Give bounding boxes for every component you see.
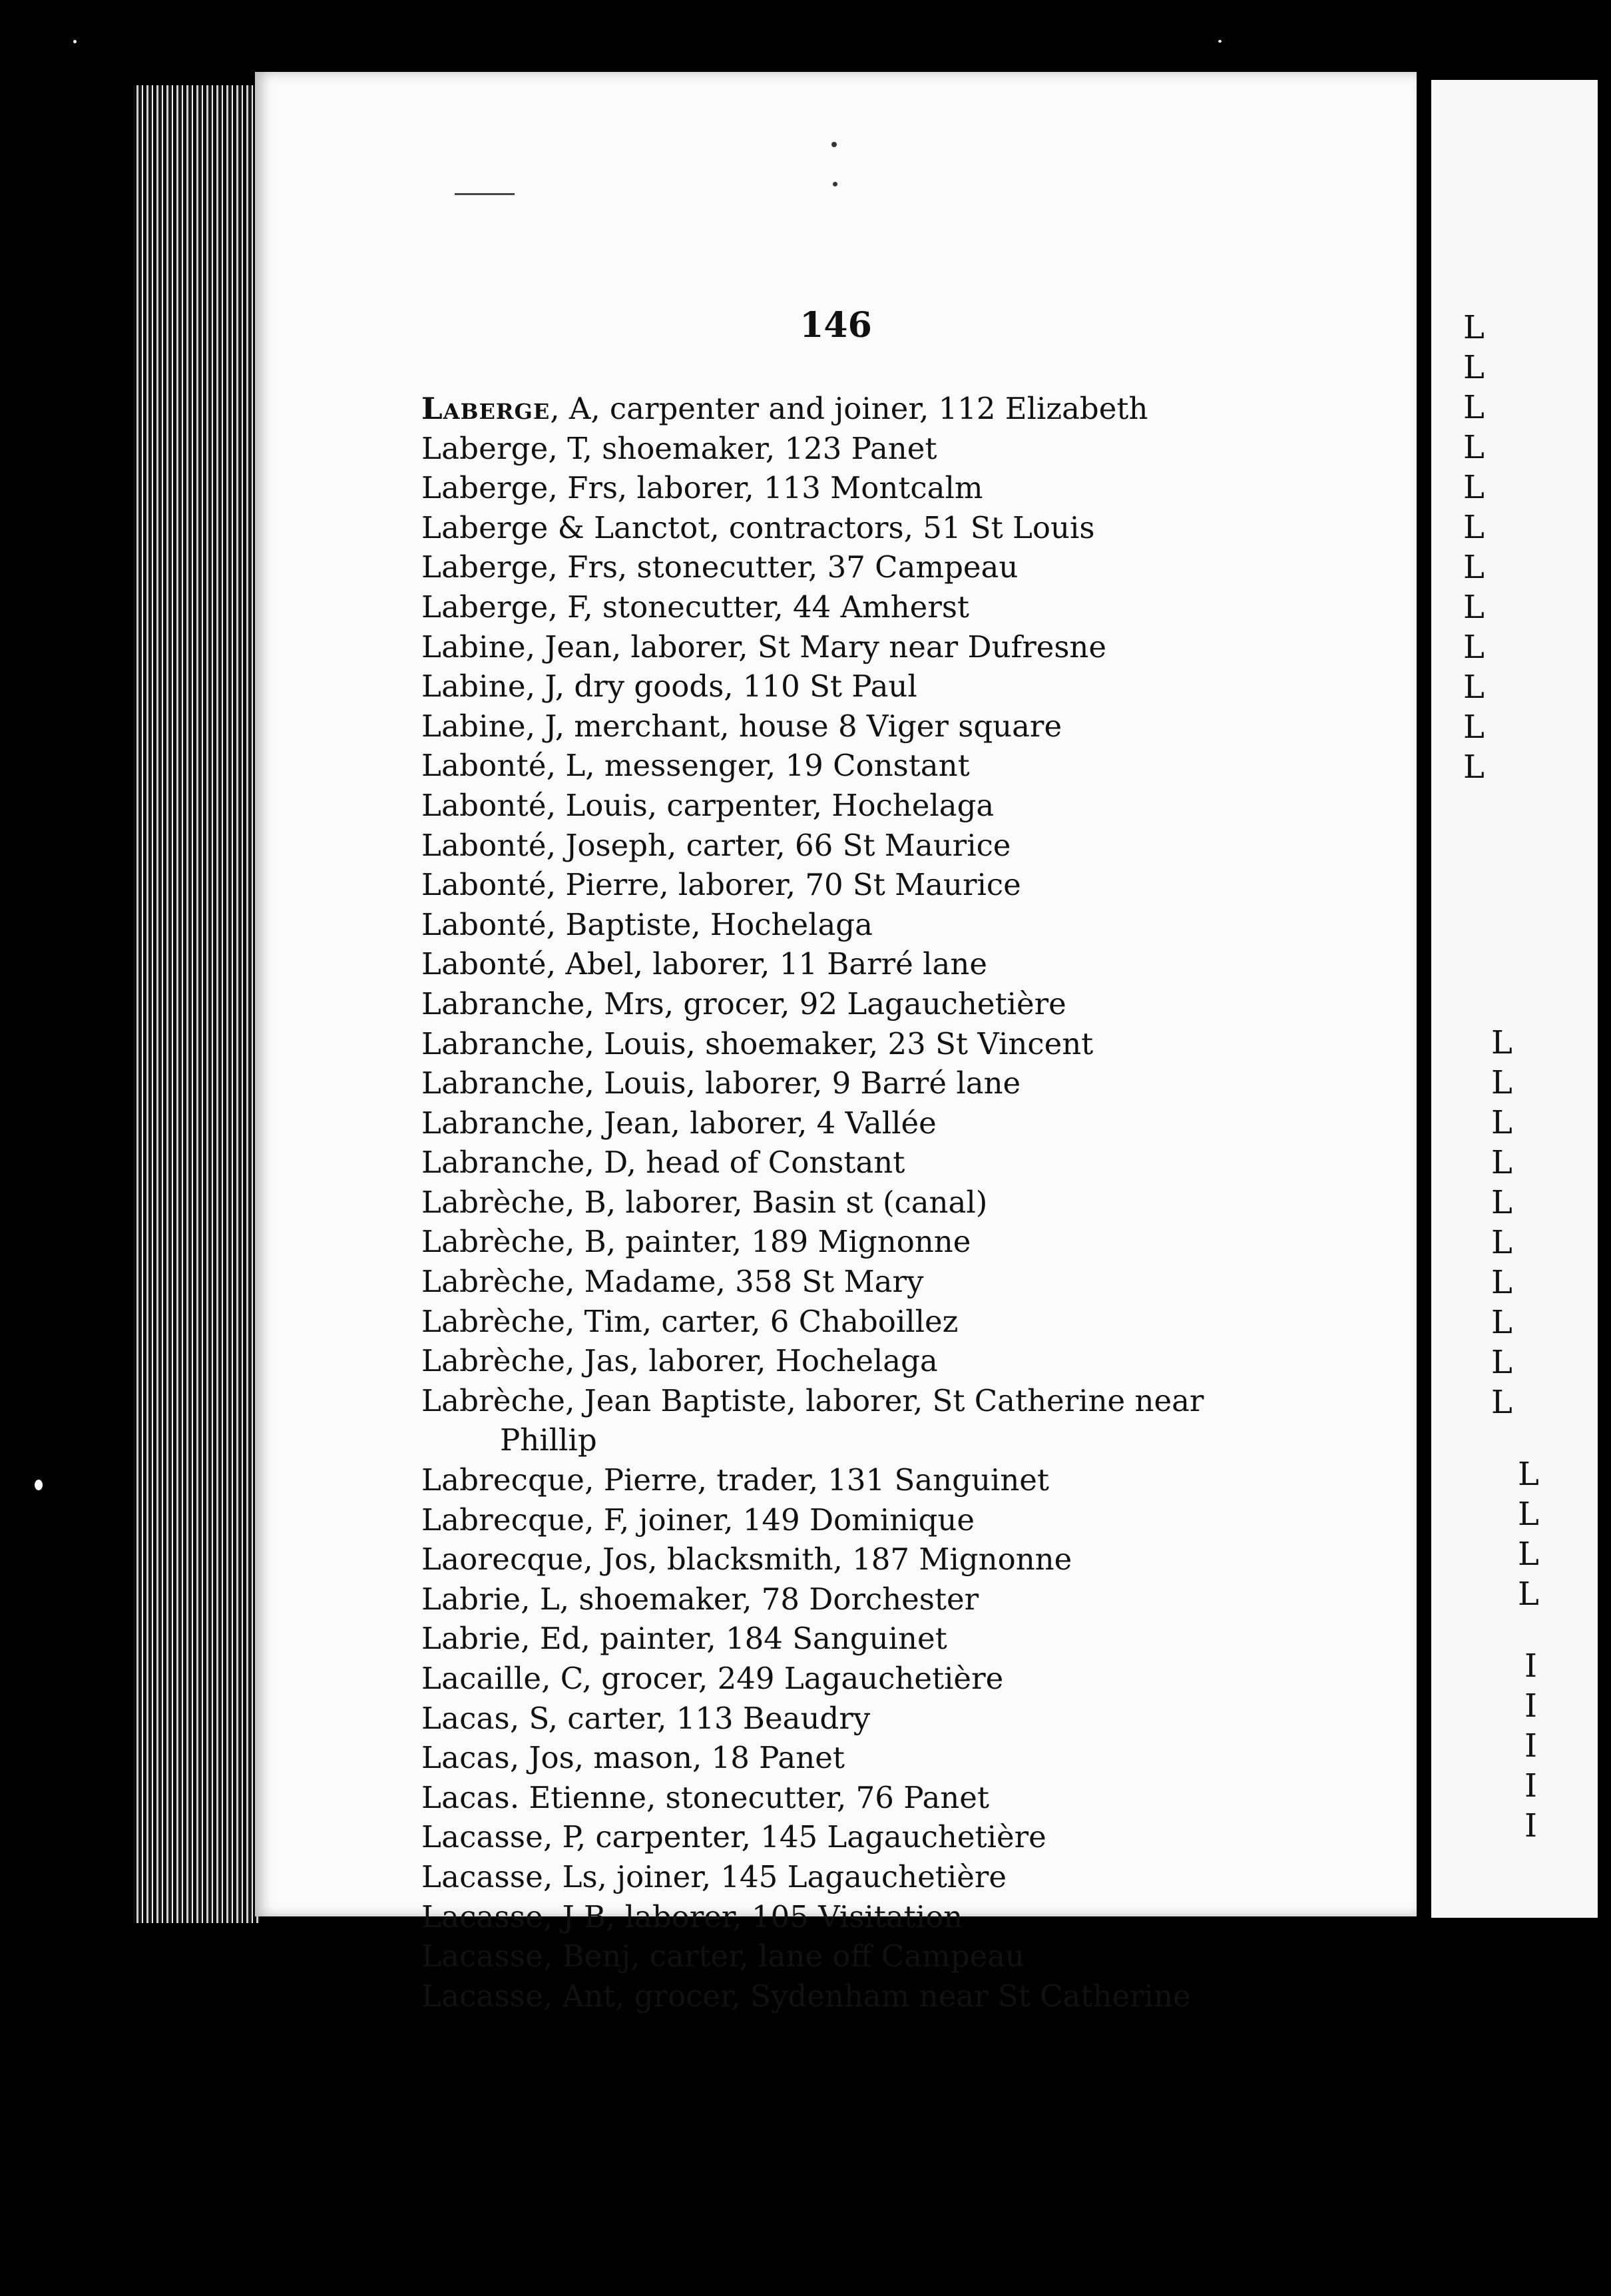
entry-details: , T, shoemaker, 123 Panet bbox=[548, 430, 937, 466]
directory-entry bbox=[421, 627, 1407, 667]
directory-entry bbox=[421, 1183, 1407, 1223]
entry-surname: Labrecque bbox=[421, 1462, 585, 1498]
facing-page-letter: I bbox=[1524, 1807, 1537, 1845]
facing-page-letter: L bbox=[1491, 1304, 1512, 1341]
facing-page-letter: L bbox=[1518, 1456, 1539, 1493]
facing-page-letter: I bbox=[1524, 1687, 1537, 1725]
directory-entry bbox=[421, 1817, 1407, 1857]
directory-entry bbox=[421, 1143, 1407, 1183]
entry-surname: Lacasse bbox=[421, 1859, 543, 1894]
directory-entry bbox=[421, 1500, 1407, 1540]
directory-entry bbox=[421, 1936, 1407, 1976]
entry-details: , P, carpenter, 145 Lagauchetière bbox=[543, 1819, 1046, 1855]
directory-page bbox=[255, 72, 1417, 2014]
directory-entry bbox=[421, 587, 1407, 627]
entry-surname: Labine bbox=[421, 629, 526, 665]
facing-page-letter: L bbox=[1463, 549, 1485, 586]
facing-page-letter: L bbox=[1463, 629, 1485, 666]
directory-entry bbox=[421, 1619, 1407, 1659]
entry-surname: Labrèche bbox=[421, 1184, 566, 1220]
entry-surname: Lacasse bbox=[421, 1898, 543, 1934]
entry-details: , Ant, grocer, Sydenham near St Catherine bbox=[543, 1978, 1191, 2014]
entry-surname: Lacasse bbox=[421, 1978, 543, 2014]
directory-entry bbox=[421, 905, 1407, 945]
directory-entry bbox=[421, 429, 1407, 469]
dust-speck bbox=[35, 1480, 43, 1490]
entry-details: , C, grocer, 249 Lagauchetière bbox=[541, 1661, 1004, 1696]
directory-entry bbox=[421, 1738, 1407, 1778]
entry-surname: Labine bbox=[421, 708, 526, 744]
entry-details: , Jean, laborer, St Mary near Dufresne bbox=[525, 629, 1107, 665]
facing-page-letter: I bbox=[1524, 1767, 1537, 1805]
facing-page-letter: I bbox=[1524, 1727, 1537, 1765]
facing-page-letter: L bbox=[1491, 1064, 1512, 1101]
entry-surname: Labonté bbox=[421, 906, 547, 942]
facing-page-letter: L bbox=[1491, 1264, 1512, 1301]
entry-surname: Laorecque bbox=[421, 1542, 584, 1578]
entry-details: , Benj, carter, lane off Campeau bbox=[543, 1938, 1025, 1974]
directory-entry bbox=[421, 1540, 1407, 1579]
entry-surname: Labonté bbox=[421, 946, 547, 982]
entry-surname: Labrèche bbox=[421, 1303, 566, 1339]
dust-speck bbox=[73, 40, 77, 43]
facing-page-letter: L bbox=[1518, 1576, 1539, 1613]
entry-details: , A, carpenter and joiner, 112 Elizabeth bbox=[550, 391, 1148, 426]
entry-details: , Jean, laborer, 4 Vallée bbox=[584, 1105, 937, 1141]
facing-page-letter: L bbox=[1463, 589, 1485, 626]
entry-details: , Ed, painter, 184 Sanguinet bbox=[521, 1621, 947, 1657]
directory-entry bbox=[421, 508, 1407, 548]
entry-surname: Laberge bbox=[421, 470, 549, 506]
entry-details: , Frs, laborer, 113 Montcalm bbox=[548, 470, 983, 506]
directory-entry bbox=[421, 1341, 1407, 1381]
entry-details: , D, head of Constant bbox=[584, 1145, 905, 1181]
entry-surname: Labonté bbox=[421, 748, 547, 784]
directory-entry bbox=[421, 786, 1407, 826]
entry-details: , J, dry goods, 110 St Paul bbox=[525, 669, 917, 705]
page-edges bbox=[133, 85, 260, 1923]
directory-entry bbox=[421, 468, 1407, 508]
entry-details: , Louis, shoemaker, 23 St Vincent bbox=[584, 1025, 1094, 1061]
entry-surname: Labrèche bbox=[421, 1264, 566, 1300]
entry-surname: Labonté bbox=[421, 867, 547, 903]
entry-surname: Labranche bbox=[421, 1025, 585, 1061]
entry-details: , Madame, 358 St Mary bbox=[565, 1264, 924, 1300]
entry-surname: Labrèche bbox=[421, 1224, 566, 1260]
entry-surname: Laberge bbox=[421, 509, 549, 545]
directory-entry bbox=[421, 944, 1407, 984]
facing-page-letter: L bbox=[1463, 748, 1485, 786]
entry-surname: Labonté bbox=[421, 827, 547, 863]
facing-page-letter: L bbox=[1463, 469, 1485, 506]
entry-details: , Jean Baptiste, laborer, St Catherine near bbox=[565, 1382, 1204, 1418]
directory-entry bbox=[421, 1778, 1407, 1818]
entry-details: , Pierre, trader, 131 Sanguinet bbox=[584, 1462, 1050, 1498]
facing-page-letter: L bbox=[1463, 389, 1485, 426]
facing-page-letter: L bbox=[1491, 1224, 1512, 1261]
directory-entry bbox=[421, 1699, 1407, 1739]
facing-page-letter: L bbox=[1491, 1024, 1512, 1061]
entry-details: , Jos, mason, 18 Panet bbox=[509, 1740, 845, 1776]
directory-entry bbox=[421, 1420, 1407, 1460]
entry-surname: Lacas bbox=[421, 1779, 510, 1815]
directory-entry bbox=[421, 1857, 1407, 1897]
facing-page-letter: L bbox=[1463, 709, 1485, 746]
directory-entry bbox=[421, 667, 1407, 707]
directory-entry bbox=[421, 865, 1407, 905]
entry-details: , Ls, joiner, 145 Lagauchetière bbox=[543, 1859, 1007, 1894]
entry-details: , J B, laborer, 105 Visitation bbox=[543, 1898, 963, 1934]
facing-page-letter: L bbox=[1463, 349, 1485, 386]
entry-details: , Jos, blacksmith, 187 Mignonne bbox=[583, 1542, 1072, 1578]
entry-surname: Labrie bbox=[421, 1581, 521, 1617]
entry-surname: Labranche bbox=[421, 1145, 585, 1181]
directory-entry bbox=[421, 984, 1407, 1024]
page-gutter bbox=[1417, 79, 1431, 1916]
ink-speck bbox=[831, 142, 837, 147]
entry-details: , B, laborer, Basin st (canal) bbox=[565, 1184, 988, 1220]
entry-details: , Jas, laborer, Hochelaga bbox=[565, 1343, 938, 1379]
entry-details: , J, merchant, house 8 Viger square bbox=[525, 708, 1062, 744]
entry-details: & Lanctot, contractors, 51 St Louis bbox=[548, 509, 1095, 545]
entry-surname: Lacaille bbox=[421, 1661, 542, 1696]
directory-entry bbox=[421, 707, 1407, 746]
entry-surname: Lacas bbox=[421, 1740, 510, 1776]
entry-surname: Labrecque bbox=[421, 1502, 585, 1538]
directory-entry bbox=[421, 826, 1407, 866]
directory-entry bbox=[421, 389, 1407, 429]
facing-page-edge bbox=[1431, 80, 1598, 1918]
entry-details: , Joseph, carter, 66 St Maurice bbox=[546, 827, 1011, 863]
entry-details: , L, shoemaker, 78 Dorchester bbox=[521, 1581, 979, 1617]
facing-page-letter: L bbox=[1491, 1104, 1512, 1141]
entry-details: , Frs, stonecutter, 37 Campeau bbox=[548, 549, 1019, 585]
facing-page-letter: L bbox=[1491, 1384, 1512, 1421]
entry-details: , S, carter, 113 Beaudry bbox=[509, 1700, 871, 1736]
entry-surname: Lacas bbox=[421, 1700, 510, 1736]
entry-details: Phillip bbox=[500, 1422, 597, 1458]
page-number: 146 bbox=[800, 305, 872, 346]
directory-entry bbox=[421, 1063, 1407, 1103]
entry-details: , Pierre, laborer, 70 St Maurice bbox=[546, 867, 1021, 903]
entry-surname: Laberge bbox=[421, 549, 549, 585]
directory-entry bbox=[421, 1381, 1407, 1421]
directory-entry bbox=[421, 1222, 1407, 1262]
entry-details: . Etienne, stonecutter, 76 Panet bbox=[509, 1779, 989, 1815]
ink-speck bbox=[833, 182, 837, 186]
directory-entry bbox=[421, 1897, 1407, 1937]
entry-surname: Laberge bbox=[421, 430, 549, 466]
entry-details: , L, messenger, 19 Constant bbox=[546, 748, 970, 784]
entry-surname: Labranche bbox=[421, 1065, 585, 1101]
directory-entry bbox=[421, 1024, 1407, 1064]
facing-page-letter: I bbox=[1524, 1647, 1537, 1685]
directory-entry bbox=[421, 1460, 1407, 1500]
directory-entry bbox=[421, 1659, 1407, 1699]
directory-entry bbox=[421, 1103, 1407, 1143]
directory-entry bbox=[421, 1976, 1407, 2016]
facing-page-letter: L bbox=[1518, 1496, 1539, 1533]
dust-speck bbox=[1218, 40, 1222, 43]
entry-details: , Louis, carpenter, Hochelaga bbox=[546, 787, 995, 823]
entry-surname: Lacasse bbox=[421, 1819, 543, 1855]
entry-surname: Laberge bbox=[421, 391, 551, 426]
directory-entry bbox=[421, 1579, 1407, 1619]
facing-page-letter: L bbox=[1518, 1536, 1539, 1573]
entry-details: , Louis, laborer, 9 Barré lane bbox=[584, 1065, 1021, 1101]
entry-details: , F, stonecutter, 44 Amherst bbox=[548, 589, 970, 625]
print-mark bbox=[455, 193, 515, 195]
entry-surname: Lacasse bbox=[421, 1938, 543, 1974]
entry-surname: Labine bbox=[421, 669, 526, 705]
entry-details: , B, painter, 189 Mignonne bbox=[565, 1224, 971, 1260]
facing-page-letter: L bbox=[1463, 429, 1485, 466]
entry-surname: Labonté bbox=[421, 787, 547, 823]
facing-page-letter: L bbox=[1463, 309, 1485, 346]
entry-surname: Laberge bbox=[421, 589, 549, 625]
directory-entry bbox=[421, 1262, 1407, 1302]
facing-page-letter: L bbox=[1463, 669, 1485, 706]
entry-details: , F, joiner, 149 Dominique bbox=[584, 1502, 975, 1538]
entry-surname: Labrèche bbox=[421, 1382, 566, 1418]
directory-entry bbox=[421, 1302, 1407, 1342]
facing-page-letter: L bbox=[1491, 1344, 1512, 1381]
entry-details: , Tim, carter, 6 Chaboillez bbox=[565, 1303, 959, 1339]
entry-surname: Labrie bbox=[421, 1621, 521, 1657]
entry-surname: Labrèche bbox=[421, 1343, 566, 1379]
facing-page-letter: L bbox=[1491, 1144, 1512, 1181]
entry-details: , Abel, laborer, 11 Barré lane bbox=[546, 946, 987, 982]
entry-details: , Baptiste, Hochelaga bbox=[546, 906, 873, 942]
directory-entries bbox=[421, 389, 1407, 2016]
entry-surname: Labranche bbox=[421, 986, 585, 1021]
facing-page-letter: L bbox=[1491, 1184, 1512, 1221]
entry-surname: Labranche bbox=[421, 1105, 585, 1141]
directory-entry bbox=[421, 746, 1407, 786]
entry-details: , Mrs, grocer, 92 Lagauchetière bbox=[584, 986, 1066, 1021]
facing-page-letter: L bbox=[1463, 509, 1485, 546]
directory-entry bbox=[421, 547, 1407, 587]
